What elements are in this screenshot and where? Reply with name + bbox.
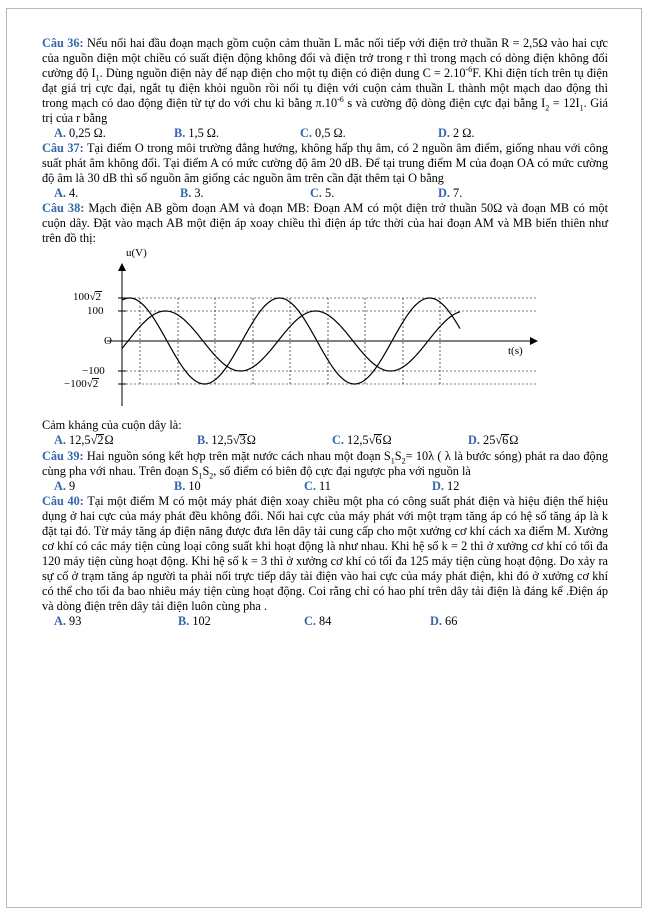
option-b[interactable]: B. 1,5 Ω. xyxy=(174,126,220,140)
voltage-graph-svg xyxy=(42,246,608,416)
question-number: Câu 39: xyxy=(42,449,84,463)
y-axis-label: u(V) xyxy=(126,247,147,259)
option-c[interactable]: C. 11 xyxy=(304,479,331,493)
option-a[interactable]: A. 0,25 Ω. xyxy=(54,126,106,140)
question-40: Câu 40: Tại một điểm M có một máy phát điện xoay chiều một pha có công suất phát điện và hiệu điện thế hiệu dụng ở hai cực của máy phát đều không đổi. Nối hai cực của máy phát với một trạm tăng áp có hệ số tăng áp là k đặt tại đó. Từ máy tăng áp điện năng được đưa lên dây tải cung cấp cho một xưởng cơ khí cách xa điểm M. Xưởng cơ khí có các máy tiện cùng loại công suất khi hoạt động là như nhau. Khi hệ số k = 2 thì ở xưởng cơ khí có tối đa 120 máy tiện cùng hoạt động. Khi hệ số k = 3 thì ở xưởng cơ khí có tối đa 125 máy tiện cùng hoạt động. Do xảy ra sự cố ở trạm tăng áp người ta phải nối trực tiếp dây tải điện vào hai cực của máy phát điện, khi đó ở xưởng cơ khí có thể cho tối đa bao nhiêu máy tiện cùng hoạt động. Coi rằng chỉ có hao phí trên dây tải điện là đáng kể .Điện áp và dòng điện trên dây tải điện luôn cùng pha . xyxy=(42,494,608,613)
x-axis-label: t(s) xyxy=(508,345,523,357)
question-number: Câu 38: xyxy=(42,201,85,215)
question-38-prompt: Cảm kháng của cuộn dây là: xyxy=(42,418,182,432)
question-36: Câu 36: Nếu nối hai đầu đoạn mạch gồm cuộn cảm thuần L mắc nối tiếp với điện trở thuần R = 2,5Ω vào hai cực của nguồn điện một chiều có suất điện động không đổi và điện trở trong r thì trong mạch có dòng điện không đổi cường độ $I_1$. Dùng nguồn điện này để nạp điện cho một tụ điện có điện dung $C = 2.10^{-6}F$. Khi điện tích trên tụ điện đạt giá trị cực đại, ngắt tụ điện khỏi nguồn rồi nối tụ điện với cuộn cảm thuần L thành một mạch dao động thì trong mạch có dao động điện từ tự do với chu kì bằng $\pi.10^{-6}$ s và cường độ dòng điện cực đại bằng $I_2 = 12I_1$. Giá trị của r bằng xyxy=(42,36,608,125)
question-number: Câu 36: xyxy=(42,36,84,50)
option-b[interactable]: B. 102 xyxy=(178,614,211,628)
option-d[interactable]: D. 66 xyxy=(430,614,458,628)
question-number: Câu 40: xyxy=(42,494,84,508)
question-39: Câu 39: Hai nguồn sóng kết hợp trên mặt nước cách nhau một đoạn $S_1S_2= 10\lambda$ ( λ là bước sóng) phát ra dao động cùng pha với nhau. Trên đoạn $S_1S_2$, số điểm có biên độ cực đại ngược pha với nguồn là xyxy=(42,449,608,481)
option-d[interactable]: D. 12 xyxy=(432,479,460,493)
option-a[interactable]: A. 4. xyxy=(54,186,79,200)
question-number: Câu 37: xyxy=(42,141,84,155)
option-d[interactable]: D. 7. xyxy=(438,186,463,200)
option-b[interactable]: B. 3. xyxy=(180,186,204,200)
option-a[interactable]: A. 12,5√2Ω xyxy=(54,433,114,447)
answer-options xyxy=(42,126,608,141)
answer-options xyxy=(42,479,608,494)
tick-label-bottom: −100 xyxy=(82,365,105,377)
option-b[interactable]: B. 10 xyxy=(174,479,201,493)
option-d[interactable]: D. 25√6Ω xyxy=(468,433,519,447)
answer-options xyxy=(42,614,608,629)
option-b[interactable]: B. 12,5√3Ω xyxy=(197,433,256,447)
tick-label-top-sqrt: 100√2 xyxy=(73,291,102,303)
question-38: Câu 38: Mạch điện AB gồm đoạn AM và đoạn MB: Đoạn AM có một điện trở thuần 50Ω và đoạn MB có một cuộn dây. Đặt vào mạch AB một điện áp xoay chiều thì điện áp tức thời của hai đoạn AM và MB biến thiên như trên đồ thị: xyxy=(42,201,608,245)
option-c[interactable]: C. 12,5√6Ω xyxy=(332,433,392,447)
option-c[interactable]: C. 5. xyxy=(310,186,335,200)
voltage-graph xyxy=(42,246,608,416)
question-37: Câu 37: Tại điểm O trong môi trường đẳng hướng, không hấp thụ âm, có 2 nguồn âm điểm, giống nhau với công suất phát âm không đổi. Tại điểm A có mức cường độ âm 20 dB. Để tại trung điểm M của đoạn OA có mức cường độ âm là 30 dB thì số nguồn âm giống các nguồn âm trên cần đặt thêm tại O bằng xyxy=(42,141,608,185)
option-d[interactable]: D. 2 Ω. xyxy=(438,126,475,140)
option-c[interactable]: C. 84 xyxy=(304,614,332,628)
origin-label: O xyxy=(104,335,112,347)
exam-content xyxy=(42,36,608,629)
answer-options xyxy=(42,186,608,201)
option-a[interactable]: A. 9 xyxy=(54,479,76,493)
tick-label-top: 100 xyxy=(87,305,104,317)
answer-options xyxy=(42,433,608,449)
tick-label-bottom-sqrt: −100√2 xyxy=(64,378,99,390)
option-c[interactable]: C. 0,5 Ω. xyxy=(300,126,346,140)
option-a[interactable]: A. 93 xyxy=(54,614,82,628)
